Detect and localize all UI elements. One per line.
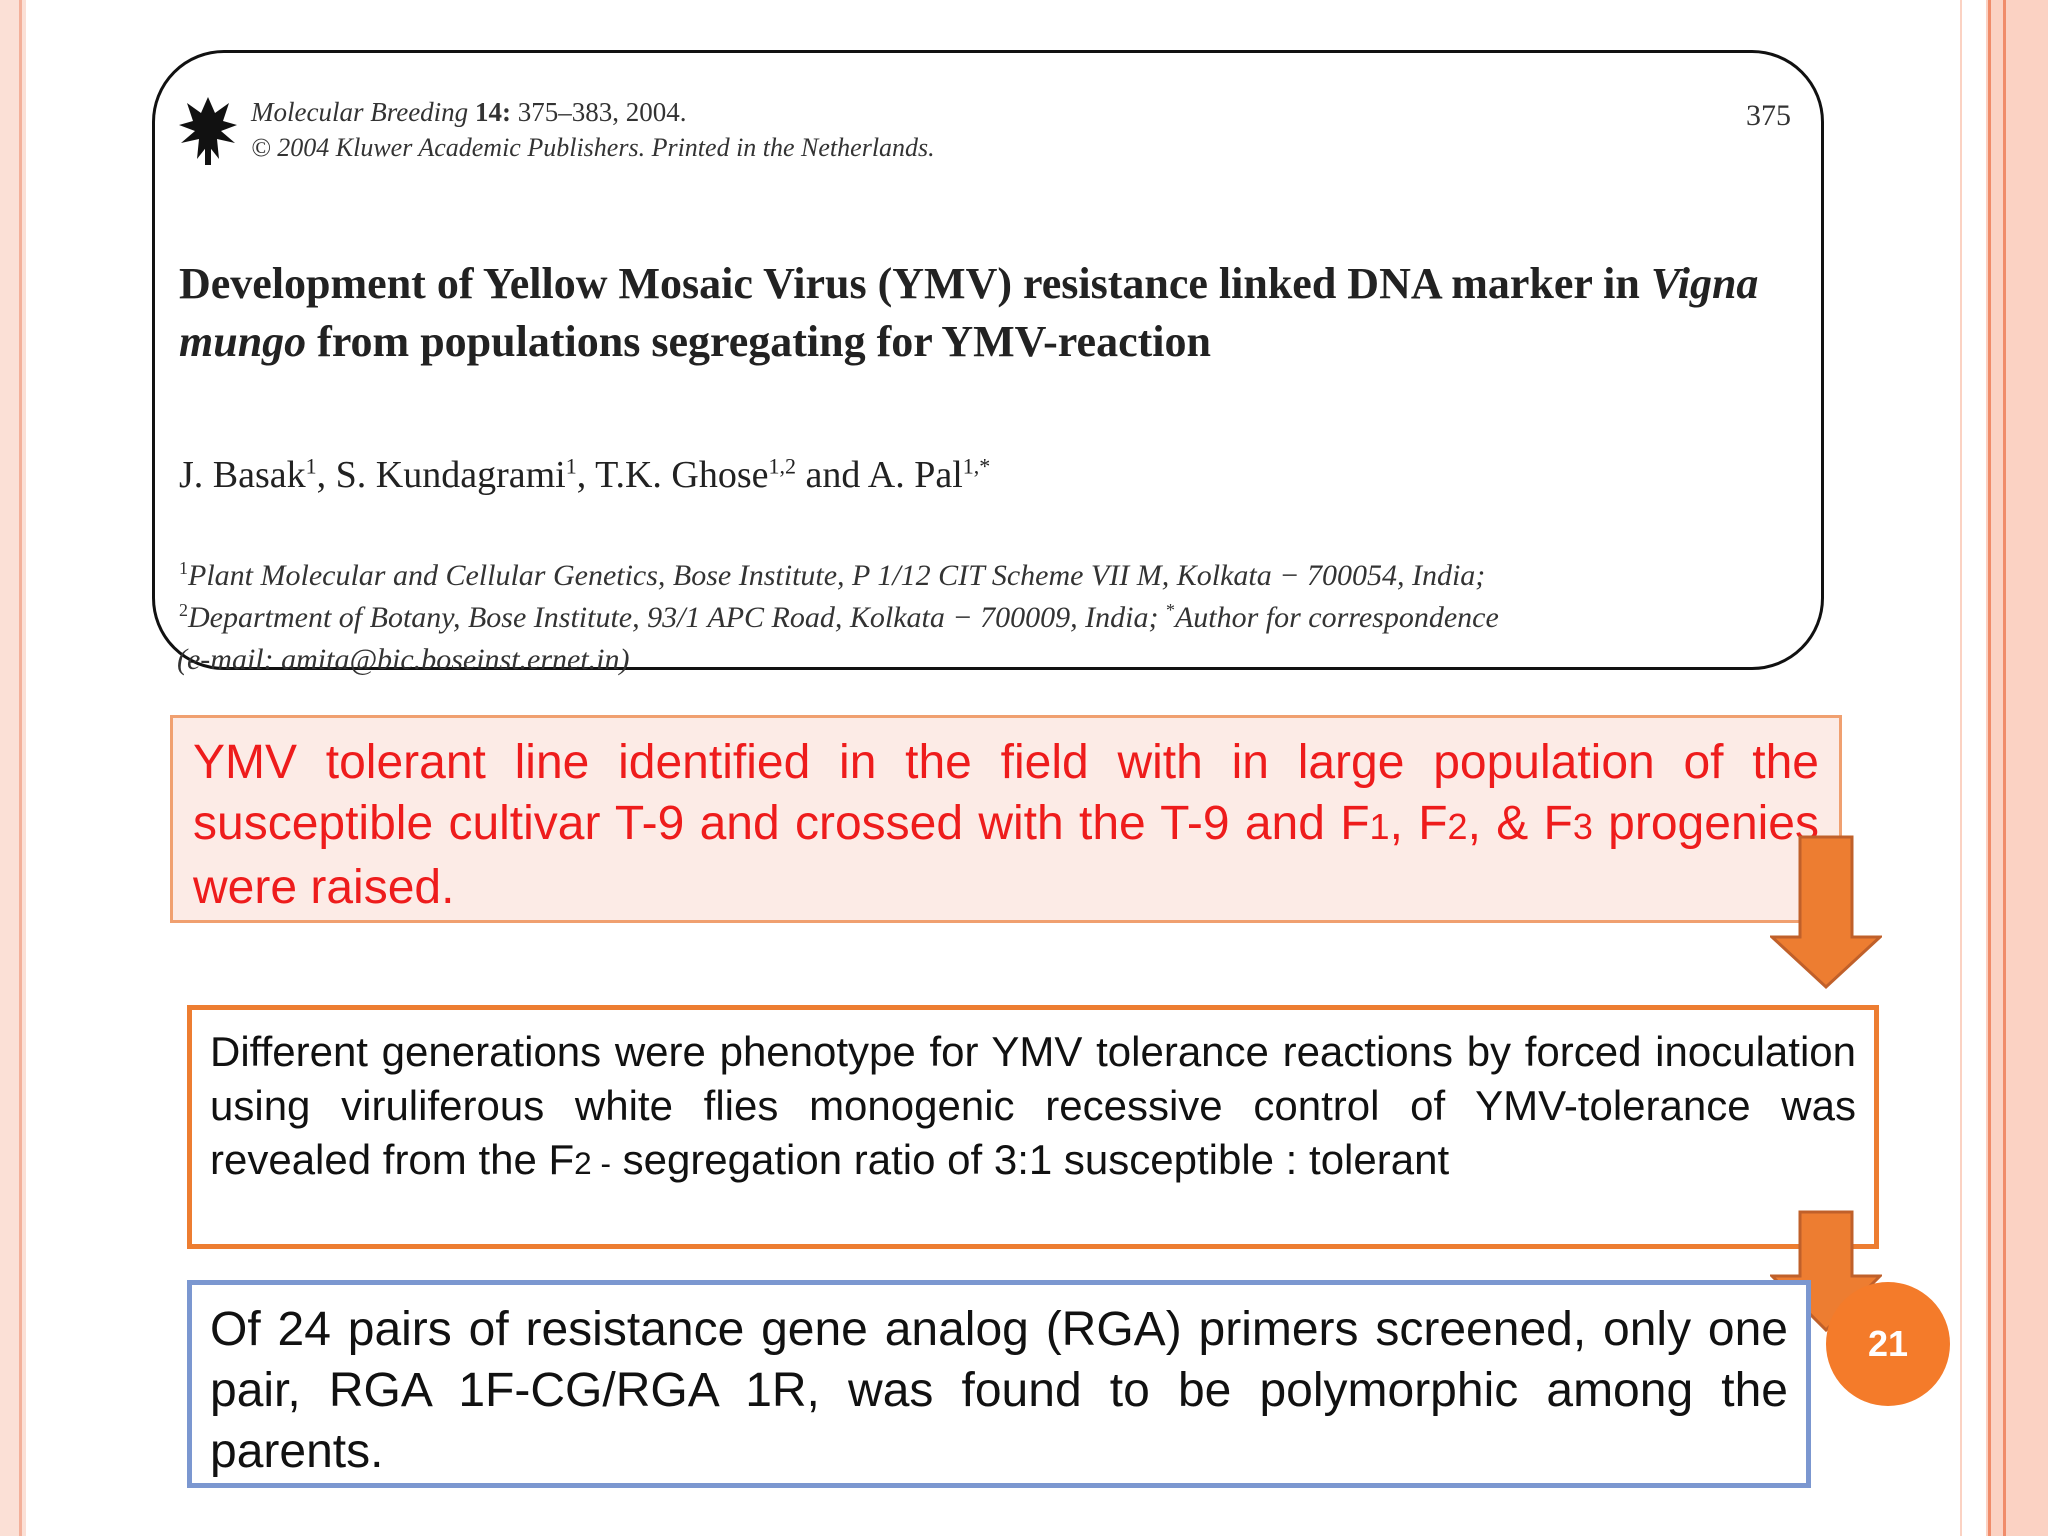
affiliation-1: $^1$Plant Molecular and Cellular Genetics, Bose Institute, P 1/12 CIT Scheme VII M, Kolkata − 700054, India; (179, 558, 1486, 592)
correspondence-email: (e-mail: amita@bic.boseinst.ernet.in) (177, 643, 630, 676)
finding-box-3: Of 24 pairs of resistance gene analog (RGA) primers screened, only one pair, RGA 1F-CG/RGA 1R, was found to be polymorphic among the parents. (187, 1280, 1811, 1488)
slide-number-badge: 21 (1826, 1282, 1950, 1406)
copyright-line: © 2004 Kluwer Academic Publishers. Printed in the Netherlands. (251, 133, 935, 162)
left-border-line (19, 0, 22, 1536)
page-number: 375 (1746, 99, 1791, 132)
affiliation-2: $^2$Department of Botany, Bose Institute, 93/1 APC Road, Kolkata − 700009, India; *Author for correspondence (179, 600, 1499, 634)
journal-citation: Molecular Breeding 14: 375–383, 2004. (251, 97, 687, 127)
right-border-line (2003, 0, 2006, 1536)
paper-header-box (152, 50, 1824, 676)
author-list: J. Basak$^1$, S. Kundagrami$^1$, T.K. Ghose$^{1,2}$ and A. Pal$^{1,*}$ (179, 453, 991, 496)
finding-box-2: Different generations were phenotype for YMV tolerance reactions by forced inoculation using viruliferous white flies monogenic recessive control of YMV-tolerance was revealed from the F2 - segregation ratio of 3:1 susceptible : tolerant (187, 1005, 1879, 1249)
finding-box-1: YMV tolerant line identified in the field with in large population of the susceptible cultivar T-9 and crossed with the T-9 and F1, F2, & F3 progenies were raised. (170, 715, 1842, 923)
left-border (0, 0, 26, 1536)
paper-title: Development of Yellow Mosaic Virus (YMV) resistance linked DNA marker in Vigna mungo from populations segregating for YMV-reaction (179, 259, 1759, 366)
publisher-logo-icon (179, 97, 237, 165)
right-border-gap (1962, 0, 1986, 1536)
right-border-line (1988, 0, 1991, 1536)
down-arrow-icon (1770, 835, 1882, 991)
